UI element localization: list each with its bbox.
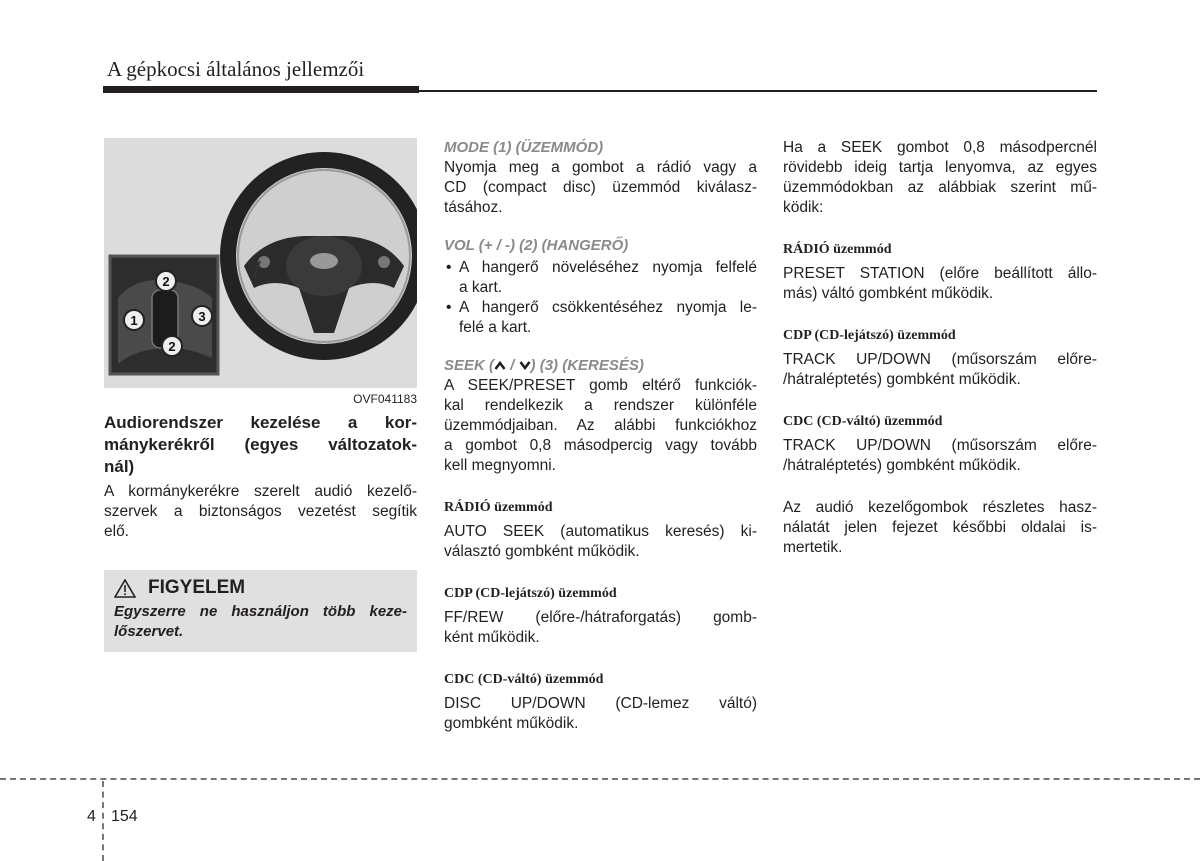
body-line: szervek a biztonságos vezetést segítik — [104, 503, 417, 520]
body-line: kal rendelkezik a rendszer különféle — [444, 397, 757, 414]
chapter-number: 4 — [87, 808, 96, 825]
warning-triangle-icon — [114, 579, 136, 598]
header-rule-thin — [419, 90, 1097, 92]
cdc-mode-text — [444, 694, 757, 734]
cdc-mode-heading: CDC (CD-váltó) üzemmód — [783, 414, 943, 429]
body-line: /hátraléptetés) gombként működik. — [783, 371, 1021, 388]
body-line: üzemmódjaiban. Az alábbi funkciókhoz — [444, 417, 757, 434]
warning-text — [114, 602, 407, 642]
radio-mode-heading: RÁDIÓ üzemmód — [444, 500, 553, 515]
cdp-mode-heading: CDP (CD-lejátszó) üzemmód — [783, 328, 956, 343]
callout-label-3: 3 — [198, 309, 206, 324]
body-line: TRACK UP/DOWN (műsorszám előre- — [783, 437, 1097, 454]
footer-dashed-rule — [0, 778, 1200, 780]
body-line: választó gombként működik. — [444, 543, 640, 560]
body-line: a kart. — [459, 279, 503, 296]
section-heading — [104, 412, 417, 478]
body-line: Az audió kezelőgombok részletes hasz- — [783, 499, 1097, 516]
list-item — [444, 258, 757, 298]
body-line: CD (compact disc) üzemmód kiválasz- — [444, 179, 757, 196]
seek-short-press-intro — [783, 138, 1097, 218]
page-number: 154 — [111, 808, 138, 825]
body-line: /hátraléptetés) gombként működik. — [783, 457, 1021, 474]
column-right — [783, 138, 1097, 558]
cdp-mode-text — [444, 608, 757, 648]
body-line: mertetik. — [783, 539, 843, 556]
callout-label-2-top: 2 — [162, 274, 170, 289]
body-line: tásához. — [444, 199, 503, 216]
body-line: ködik: — [783, 199, 824, 216]
heading-line: mánykerékről (egyes változatok- — [104, 435, 417, 454]
body-line: • A hangerő növeléséhez nyomja felfelé — [459, 259, 757, 276]
body-line: TRACK UP/DOWN (műsorszám előre- — [783, 351, 1097, 368]
body-line: üzemmódokban az alábbiak szerint mű- — [783, 179, 1097, 196]
vol-heading: VOL (+ / -) (2) (HANGERŐ) — [444, 237, 629, 254]
body-line: A kormánykerékre szerelt audió kezelő- — [104, 483, 417, 500]
column-middle — [444, 138, 757, 734]
body-line: a gombot 0,8 másodpercig vagy tovább — [444, 437, 757, 454]
chevron-down-icon — [519, 360, 531, 371]
warning-line: Egyszerre ne használjon több keze- — [114, 603, 407, 620]
page-header-title: A gépkocsi általános jellemzői — [107, 57, 365, 81]
header-rule-thick — [103, 86, 419, 93]
body-line: • A hangerő csökkentéséhez nyomja le- — [459, 299, 757, 316]
section-body — [104, 482, 417, 542]
callout-label-1: 1 — [130, 313, 138, 328]
body-line: nálatát jelen fejezet későbbi oldalai is- — [783, 519, 1097, 536]
mode-heading: MODE (1) (ÜZEMMÓD) — [444, 139, 604, 156]
body-line: FF/REW (előre-/hátraforgatás) gomb- — [444, 609, 757, 626]
cdc-mode-text — [783, 436, 1097, 476]
body-line: más) váltó gombként működik. — [783, 285, 994, 302]
steering-wheel-illustration — [104, 138, 417, 388]
list-item — [444, 298, 757, 338]
warning-line: lőszervet. — [114, 623, 184, 640]
mode-text — [444, 158, 757, 218]
heading-line: Audiorendszer kezelése a kor- — [104, 413, 417, 432]
body-line: kell megnyomni. — [444, 457, 556, 474]
radio-mode-text — [444, 522, 757, 562]
body-line: DISC UP/DOWN (CD-lemez váltó) — [444, 695, 757, 712]
chevron-up-icon — [494, 360, 506, 371]
body-line: Ha a SEEK gombot 0,8 másodpercnél — [783, 139, 1097, 156]
body-line: elő. — [104, 523, 129, 540]
warning-title: FIGYELEM — [148, 577, 246, 598]
radio-mode-text — [783, 264, 1097, 304]
body-line: A SEEK/PRESET gomb eltérő funkciók- — [444, 377, 757, 394]
warning-box — [104, 570, 417, 652]
heading-line: nál) — [104, 457, 135, 476]
body-line: ként működik. — [444, 629, 540, 646]
cdc-mode-heading: CDC (CD-váltó) üzemmód — [444, 672, 604, 687]
outro-text — [783, 498, 1097, 558]
vol-bullets — [444, 258, 757, 338]
body-line: PRESET STATION (előre beállított állo- — [783, 265, 1097, 282]
figure-code: OVF041183 — [353, 392, 417, 406]
footer-dashed-divider — [102, 781, 104, 861]
radio-mode-heading: RÁDIÓ üzemmód — [783, 242, 892, 257]
body-line: Nyomja meg a gombot a rádió vagy a — [444, 159, 757, 176]
body-line: AUTO SEEK (automatikus keresés) ki- — [444, 523, 757, 540]
steering-controls-inset — [110, 256, 218, 374]
body-line: felé a kart. — [459, 319, 532, 336]
seek-text — [444, 376, 757, 476]
cdp-mode-heading: CDP (CD-lejátszó) üzemmód — [444, 586, 617, 601]
body-line: gombként működik. — [444, 715, 579, 732]
callout-label-2-bottom: 2 — [168, 339, 176, 354]
body-line: rövidebb ideig tartja lenyomva, az egyes — [783, 159, 1097, 176]
column-left — [104, 138, 417, 652]
seek-heading: SEEK ( / ) (3) (KERESÉS) — [444, 357, 644, 374]
cdp-mode-text — [783, 350, 1097, 390]
